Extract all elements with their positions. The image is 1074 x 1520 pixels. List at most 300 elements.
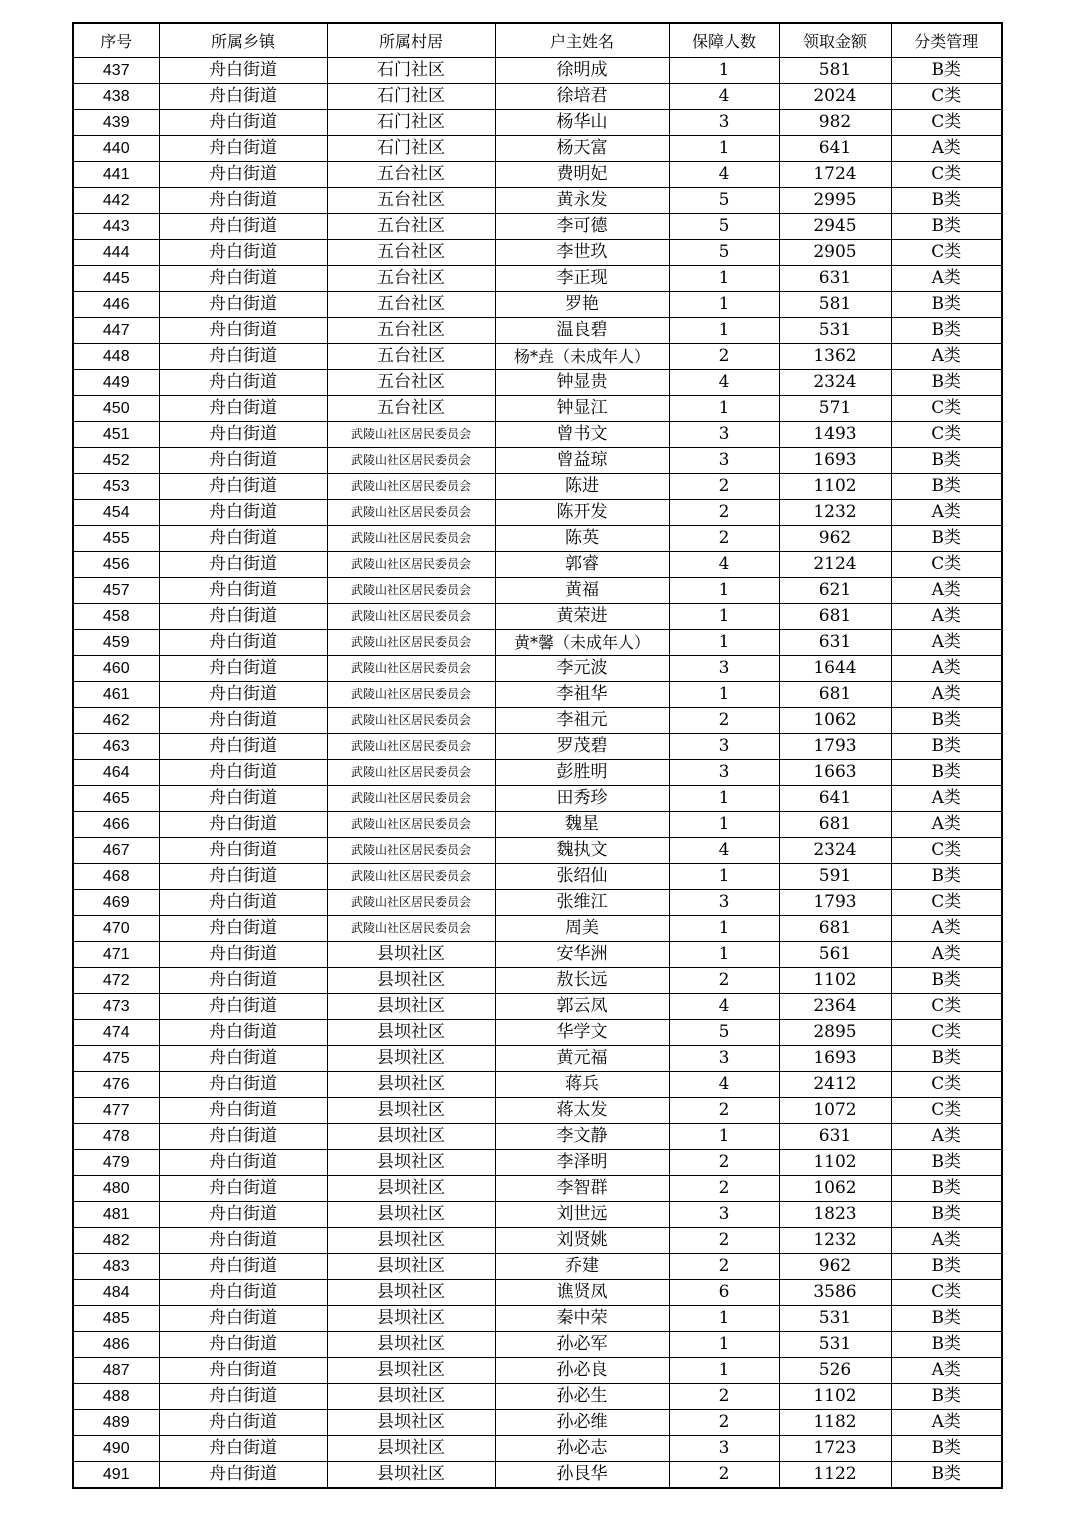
cell-serial: 472 bbox=[73, 968, 159, 994]
table-row bbox=[73, 344, 1002, 370]
cell-serial: 477 bbox=[73, 1098, 159, 1124]
cell-category: B类 bbox=[891, 968, 1002, 994]
cell-category: C类 bbox=[891, 396, 1002, 422]
cell-amount: 1693 bbox=[779, 1046, 891, 1072]
cell-serial: 482 bbox=[73, 1228, 159, 1254]
cell-town: 舟白街道 bbox=[159, 864, 327, 890]
cell-category: B类 bbox=[891, 1046, 1002, 1072]
cell-town: 舟白街道 bbox=[159, 188, 327, 214]
cell-amount: 591 bbox=[779, 864, 891, 890]
table-row bbox=[73, 1020, 1002, 1046]
cell-village: 武陵山社区居民委员会 bbox=[327, 786, 495, 812]
cell-village: 武陵山社区居民委员会 bbox=[327, 448, 495, 474]
cell-serial: 473 bbox=[73, 994, 159, 1020]
cell-town: 舟白街道 bbox=[159, 110, 327, 136]
cell-town: 舟白街道 bbox=[159, 656, 327, 682]
cell-people-count: 2 bbox=[669, 474, 779, 500]
cell-household-head: 李文静 bbox=[495, 1124, 669, 1150]
cell-household-head: 费明妃 bbox=[495, 162, 669, 188]
cell-category: A类 bbox=[891, 604, 1002, 630]
table-row bbox=[73, 1124, 1002, 1150]
cell-category: B类 bbox=[891, 214, 1002, 240]
cell-category: A类 bbox=[891, 942, 1002, 968]
cell-serial: 456 bbox=[73, 552, 159, 578]
table-row bbox=[73, 1436, 1002, 1462]
cell-serial: 463 bbox=[73, 734, 159, 760]
cell-amount: 631 bbox=[779, 1124, 891, 1150]
cell-people-count: 2 bbox=[669, 1254, 779, 1280]
cell-category: C类 bbox=[891, 1098, 1002, 1124]
cell-household-head: 李元波 bbox=[495, 656, 669, 682]
cell-category: A类 bbox=[891, 266, 1002, 292]
cell-village: 县坝社区 bbox=[327, 1410, 495, 1436]
cell-serial: 467 bbox=[73, 838, 159, 864]
cell-amount: 1793 bbox=[779, 734, 891, 760]
cell-category: A类 bbox=[891, 682, 1002, 708]
cell-household-head: 黄福 bbox=[495, 578, 669, 604]
cell-serial: 476 bbox=[73, 1072, 159, 1098]
cell-household-head: 李可德 bbox=[495, 214, 669, 240]
cell-people-count: 4 bbox=[669, 370, 779, 396]
cell-town: 舟白街道 bbox=[159, 1202, 327, 1228]
cell-category: B类 bbox=[891, 188, 1002, 214]
cell-people-count: 5 bbox=[669, 240, 779, 266]
cell-village: 县坝社区 bbox=[327, 968, 495, 994]
cell-town: 舟白街道 bbox=[159, 578, 327, 604]
table-row bbox=[73, 994, 1002, 1020]
cell-household-head: 孙必生 bbox=[495, 1384, 669, 1410]
header-cell: 所属乡镇 bbox=[159, 23, 327, 58]
cell-category: C类 bbox=[891, 1072, 1002, 1098]
cell-household-head: 乔建 bbox=[495, 1254, 669, 1280]
table-row bbox=[73, 136, 1002, 162]
data-table bbox=[72, 22, 1003, 1489]
cell-town: 舟白街道 bbox=[159, 58, 327, 84]
cell-household-head: 蒋兵 bbox=[495, 1072, 669, 1098]
table-row bbox=[73, 162, 1002, 188]
cell-amount: 1723 bbox=[779, 1436, 891, 1462]
cell-town: 舟白街道 bbox=[159, 968, 327, 994]
cell-serial: 461 bbox=[73, 682, 159, 708]
cell-category: A类 bbox=[891, 136, 1002, 162]
cell-amount: 681 bbox=[779, 682, 891, 708]
cell-serial: 442 bbox=[73, 188, 159, 214]
cell-household-head: 孙必军 bbox=[495, 1332, 669, 1358]
cell-amount: 561 bbox=[779, 942, 891, 968]
cell-town: 舟白街道 bbox=[159, 84, 327, 110]
cell-category: B类 bbox=[891, 526, 1002, 552]
cell-serial: 447 bbox=[73, 318, 159, 344]
cell-village: 县坝社区 bbox=[327, 1228, 495, 1254]
cell-people-count: 1 bbox=[669, 578, 779, 604]
table-row bbox=[73, 1098, 1002, 1124]
cell-household-head: 徐明成 bbox=[495, 58, 669, 84]
cell-village: 武陵山社区居民委员会 bbox=[327, 630, 495, 656]
table-row bbox=[73, 1358, 1002, 1384]
cell-town: 舟白街道 bbox=[159, 1020, 327, 1046]
cell-village: 县坝社区 bbox=[327, 1280, 495, 1306]
cell-amount: 1122 bbox=[779, 1462, 891, 1489]
cell-town: 舟白街道 bbox=[159, 370, 327, 396]
cell-household-head: 李智群 bbox=[495, 1176, 669, 1202]
cell-people-count: 4 bbox=[669, 994, 779, 1020]
cell-people-count: 1 bbox=[669, 318, 779, 344]
cell-category: A类 bbox=[891, 344, 1002, 370]
table-row bbox=[73, 474, 1002, 500]
cell-serial: 491 bbox=[73, 1462, 159, 1489]
cell-category: A类 bbox=[891, 1410, 1002, 1436]
cell-household-head: 罗茂碧 bbox=[495, 734, 669, 760]
cell-serial: 475 bbox=[73, 1046, 159, 1072]
table-row bbox=[73, 58, 1002, 84]
table-body bbox=[73, 58, 1002, 1489]
cell-people-count: 2 bbox=[669, 526, 779, 552]
table-row bbox=[73, 448, 1002, 474]
table-row bbox=[73, 1462, 1002, 1489]
cell-people-count: 3 bbox=[669, 110, 779, 136]
cell-village: 武陵山社区居民委员会 bbox=[327, 552, 495, 578]
cell-serial: 466 bbox=[73, 812, 159, 838]
cell-town: 舟白街道 bbox=[159, 604, 327, 630]
cell-serial: 469 bbox=[73, 890, 159, 916]
cell-serial: 471 bbox=[73, 942, 159, 968]
table-row bbox=[73, 292, 1002, 318]
table-row bbox=[73, 786, 1002, 812]
cell-amount: 1823 bbox=[779, 1202, 891, 1228]
cell-village: 县坝社区 bbox=[327, 1098, 495, 1124]
cell-village: 五台社区 bbox=[327, 370, 495, 396]
cell-town: 舟白街道 bbox=[159, 526, 327, 552]
cell-village: 县坝社区 bbox=[327, 1254, 495, 1280]
cell-amount: 2364 bbox=[779, 994, 891, 1020]
table-row bbox=[73, 1332, 1002, 1358]
cell-town: 舟白街道 bbox=[159, 396, 327, 422]
table-row bbox=[73, 1176, 1002, 1202]
cell-category: B类 bbox=[891, 448, 1002, 474]
cell-town: 舟白街道 bbox=[159, 630, 327, 656]
cell-town: 舟白街道 bbox=[159, 1280, 327, 1306]
cell-village: 县坝社区 bbox=[327, 1072, 495, 1098]
cell-village: 武陵山社区居民委员会 bbox=[327, 734, 495, 760]
cell-village: 武陵山社区居民委员会 bbox=[327, 526, 495, 552]
cell-amount: 2412 bbox=[779, 1072, 891, 1098]
cell-amount: 1072 bbox=[779, 1098, 891, 1124]
cell-household-head: 敖长远 bbox=[495, 968, 669, 994]
cell-household-head: 孙必良 bbox=[495, 1358, 669, 1384]
header-cell: 所属村居 bbox=[327, 23, 495, 58]
cell-village: 县坝社区 bbox=[327, 1176, 495, 1202]
cell-village: 五台社区 bbox=[327, 240, 495, 266]
cell-people-count: 2 bbox=[669, 1410, 779, 1436]
cell-town: 舟白街道 bbox=[159, 136, 327, 162]
table-row bbox=[73, 84, 1002, 110]
cell-household-head: 钟显贵 bbox=[495, 370, 669, 396]
cell-town: 舟白街道 bbox=[159, 474, 327, 500]
cell-town: 舟白街道 bbox=[159, 162, 327, 188]
cell-household-head: 杨天富 bbox=[495, 136, 669, 162]
cell-category: B类 bbox=[891, 1254, 1002, 1280]
cell-category: C类 bbox=[891, 1020, 1002, 1046]
cell-amount: 1663 bbox=[779, 760, 891, 786]
cell-people-count: 4 bbox=[669, 1072, 779, 1098]
cell-people-count: 5 bbox=[669, 1020, 779, 1046]
cell-town: 舟白街道 bbox=[159, 422, 327, 448]
cell-people-count: 4 bbox=[669, 838, 779, 864]
cell-category: C类 bbox=[891, 422, 1002, 448]
cell-town: 舟白街道 bbox=[159, 838, 327, 864]
cell-category: B类 bbox=[891, 760, 1002, 786]
cell-amount: 2905 bbox=[779, 240, 891, 266]
table-row bbox=[73, 526, 1002, 552]
cell-town: 舟白街道 bbox=[159, 942, 327, 968]
cell-serial: 449 bbox=[73, 370, 159, 396]
cell-category: A类 bbox=[891, 1228, 1002, 1254]
cell-amount: 1062 bbox=[779, 1176, 891, 1202]
cell-village: 县坝社区 bbox=[327, 1306, 495, 1332]
cell-village: 县坝社区 bbox=[327, 1202, 495, 1228]
table-row bbox=[73, 552, 1002, 578]
cell-category: B类 bbox=[891, 1176, 1002, 1202]
table-row bbox=[73, 890, 1002, 916]
cell-household-head: 钟显江 bbox=[495, 396, 669, 422]
cell-category: C类 bbox=[891, 994, 1002, 1020]
cell-household-head: 曾书文 bbox=[495, 422, 669, 448]
cell-village: 武陵山社区居民委员会 bbox=[327, 682, 495, 708]
cell-people-count: 1 bbox=[669, 682, 779, 708]
cell-village: 县坝社区 bbox=[327, 994, 495, 1020]
cell-amount: 581 bbox=[779, 58, 891, 84]
cell-category: B类 bbox=[891, 318, 1002, 344]
cell-serial: 452 bbox=[73, 448, 159, 474]
cell-category: A类 bbox=[891, 578, 1002, 604]
table-row bbox=[73, 1280, 1002, 1306]
cell-category: A类 bbox=[891, 1358, 1002, 1384]
cell-town: 舟白街道 bbox=[159, 994, 327, 1020]
cell-people-count: 3 bbox=[669, 760, 779, 786]
cell-category: C类 bbox=[891, 838, 1002, 864]
cell-household-head: 黄元福 bbox=[495, 1046, 669, 1072]
cell-amount: 1182 bbox=[779, 1410, 891, 1436]
cell-town: 舟白街道 bbox=[159, 214, 327, 240]
cell-town: 舟白街道 bbox=[159, 1098, 327, 1124]
cell-village: 五台社区 bbox=[327, 344, 495, 370]
cell-village: 石门社区 bbox=[327, 58, 495, 84]
cell-village: 武陵山社区居民委员会 bbox=[327, 500, 495, 526]
cell-household-head: 魏执文 bbox=[495, 838, 669, 864]
table-row bbox=[73, 578, 1002, 604]
cell-serial: 448 bbox=[73, 344, 159, 370]
cell-serial: 474 bbox=[73, 1020, 159, 1046]
cell-category: C类 bbox=[891, 1280, 1002, 1306]
cell-serial: 437 bbox=[73, 58, 159, 84]
cell-town: 舟白街道 bbox=[159, 1150, 327, 1176]
table-row bbox=[73, 396, 1002, 422]
cell-village: 县坝社区 bbox=[327, 1436, 495, 1462]
cell-amount: 1102 bbox=[779, 1150, 891, 1176]
cell-town: 舟白街道 bbox=[159, 1072, 327, 1098]
cell-serial: 490 bbox=[73, 1436, 159, 1462]
cell-serial: 484 bbox=[73, 1280, 159, 1306]
cell-village: 县坝社区 bbox=[327, 1124, 495, 1150]
cell-village: 武陵山社区居民委员会 bbox=[327, 864, 495, 890]
cell-town: 舟白街道 bbox=[159, 1124, 327, 1150]
header-cell: 保障人数 bbox=[669, 23, 779, 58]
cell-people-count: 3 bbox=[669, 890, 779, 916]
table-row bbox=[73, 838, 1002, 864]
cell-amount: 1644 bbox=[779, 656, 891, 682]
cell-serial: 451 bbox=[73, 422, 159, 448]
cell-village: 武陵山社区居民委员会 bbox=[327, 838, 495, 864]
cell-people-count: 3 bbox=[669, 448, 779, 474]
table-row bbox=[73, 604, 1002, 630]
cell-people-count: 3 bbox=[669, 1202, 779, 1228]
cell-category: B类 bbox=[891, 292, 1002, 318]
cell-serial: 439 bbox=[73, 110, 159, 136]
table-row bbox=[73, 682, 1002, 708]
table-row bbox=[73, 630, 1002, 656]
cell-category: B类 bbox=[891, 1150, 1002, 1176]
cell-serial: 458 bbox=[73, 604, 159, 630]
cell-serial: 453 bbox=[73, 474, 159, 500]
cell-people-count: 4 bbox=[669, 84, 779, 110]
cell-category: C类 bbox=[891, 890, 1002, 916]
cell-serial: 488 bbox=[73, 1384, 159, 1410]
cell-amount: 2324 bbox=[779, 838, 891, 864]
cell-people-count: 3 bbox=[669, 422, 779, 448]
cell-village: 五台社区 bbox=[327, 214, 495, 240]
cell-category: B类 bbox=[891, 1462, 1002, 1489]
cell-town: 舟白街道 bbox=[159, 1462, 327, 1489]
cell-serial: 443 bbox=[73, 214, 159, 240]
cell-household-head: 杨*垚（未成年人） bbox=[495, 344, 669, 370]
cell-household-head: 徐培君 bbox=[495, 84, 669, 110]
cell-village: 县坝社区 bbox=[327, 1462, 495, 1489]
cell-category: B类 bbox=[891, 1202, 1002, 1228]
cell-village: 武陵山社区居民委员会 bbox=[327, 422, 495, 448]
cell-household-head: 秦中荣 bbox=[495, 1306, 669, 1332]
cell-household-head: 彭胜明 bbox=[495, 760, 669, 786]
cell-people-count: 2 bbox=[669, 500, 779, 526]
cell-amount: 3586 bbox=[779, 1280, 891, 1306]
cell-household-head: 黄荣进 bbox=[495, 604, 669, 630]
cell-village: 五台社区 bbox=[327, 266, 495, 292]
cell-category: A类 bbox=[891, 656, 1002, 682]
cell-town: 舟白街道 bbox=[159, 760, 327, 786]
table-row bbox=[73, 1306, 1002, 1332]
cell-category: C类 bbox=[891, 240, 1002, 266]
cell-amount: 581 bbox=[779, 292, 891, 318]
cell-people-count: 1 bbox=[669, 604, 779, 630]
cell-town: 舟白街道 bbox=[159, 552, 327, 578]
cell-serial: 479 bbox=[73, 1150, 159, 1176]
cell-people-count: 1 bbox=[669, 1358, 779, 1384]
cell-household-head: 刘贤姚 bbox=[495, 1228, 669, 1254]
table-row bbox=[73, 1228, 1002, 1254]
cell-household-head: 周美 bbox=[495, 916, 669, 942]
cell-people-count: 2 bbox=[669, 1462, 779, 1489]
cell-serial: 465 bbox=[73, 786, 159, 812]
cell-people-count: 2 bbox=[669, 344, 779, 370]
cell-household-head: 陈开发 bbox=[495, 500, 669, 526]
table-row bbox=[73, 500, 1002, 526]
table-header-row bbox=[73, 23, 1002, 58]
cell-people-count: 1 bbox=[669, 1124, 779, 1150]
cell-household-head: 李世玖 bbox=[495, 240, 669, 266]
table-row bbox=[73, 188, 1002, 214]
cell-category: A类 bbox=[891, 500, 1002, 526]
cell-amount: 1232 bbox=[779, 500, 891, 526]
cell-category: B类 bbox=[891, 734, 1002, 760]
table-row bbox=[73, 422, 1002, 448]
header-cell: 户主姓名 bbox=[495, 23, 669, 58]
cell-town: 舟白街道 bbox=[159, 1436, 327, 1462]
cell-serial: 489 bbox=[73, 1410, 159, 1436]
cell-people-count: 1 bbox=[669, 630, 779, 656]
cell-amount: 621 bbox=[779, 578, 891, 604]
table-row bbox=[73, 214, 1002, 240]
table-row bbox=[73, 942, 1002, 968]
cell-serial: 486 bbox=[73, 1332, 159, 1358]
cell-amount: 1793 bbox=[779, 890, 891, 916]
table-row bbox=[73, 1046, 1002, 1072]
cell-village: 县坝社区 bbox=[327, 942, 495, 968]
cell-town: 舟白街道 bbox=[159, 1358, 327, 1384]
cell-amount: 2945 bbox=[779, 214, 891, 240]
cell-village: 五台社区 bbox=[327, 396, 495, 422]
cell-people-count: 5 bbox=[669, 214, 779, 240]
cell-people-count: 1 bbox=[669, 58, 779, 84]
cell-serial: 478 bbox=[73, 1124, 159, 1150]
cell-serial: 462 bbox=[73, 708, 159, 734]
cell-household-head: 蒋太发 bbox=[495, 1098, 669, 1124]
cell-amount: 571 bbox=[779, 396, 891, 422]
cell-household-head: 孙艮华 bbox=[495, 1462, 669, 1489]
cell-village: 武陵山社区居民委员会 bbox=[327, 916, 495, 942]
cell-people-count: 2 bbox=[669, 968, 779, 994]
table-row bbox=[73, 708, 1002, 734]
cell-town: 舟白街道 bbox=[159, 734, 327, 760]
table-row bbox=[73, 318, 1002, 344]
cell-people-count: 3 bbox=[669, 656, 779, 682]
cell-town: 舟白街道 bbox=[159, 1410, 327, 1436]
cell-amount: 681 bbox=[779, 604, 891, 630]
cell-amount: 2995 bbox=[779, 188, 891, 214]
cell-household-head: 安华洲 bbox=[495, 942, 669, 968]
cell-household-head: 黄*馨（未成年人） bbox=[495, 630, 669, 656]
cell-household-head: 华学文 bbox=[495, 1020, 669, 1046]
cell-amount: 1493 bbox=[779, 422, 891, 448]
cell-town: 舟白街道 bbox=[159, 1176, 327, 1202]
cell-household-head: 李祖华 bbox=[495, 682, 669, 708]
cell-amount: 1693 bbox=[779, 448, 891, 474]
cell-serial: 468 bbox=[73, 864, 159, 890]
cell-serial: 454 bbox=[73, 500, 159, 526]
cell-village: 石门社区 bbox=[327, 110, 495, 136]
cell-town: 舟白街道 bbox=[159, 344, 327, 370]
cell-town: 舟白街道 bbox=[159, 240, 327, 266]
table-row bbox=[73, 916, 1002, 942]
cell-serial: 438 bbox=[73, 84, 159, 110]
cell-town: 舟白街道 bbox=[159, 682, 327, 708]
table-row bbox=[73, 1410, 1002, 1436]
cell-category: A类 bbox=[891, 786, 1002, 812]
cell-serial: 464 bbox=[73, 760, 159, 786]
table-row bbox=[73, 734, 1002, 760]
cell-household-head: 陈英 bbox=[495, 526, 669, 552]
cell-category: A类 bbox=[891, 630, 1002, 656]
cell-village: 县坝社区 bbox=[327, 1020, 495, 1046]
cell-serial: 445 bbox=[73, 266, 159, 292]
